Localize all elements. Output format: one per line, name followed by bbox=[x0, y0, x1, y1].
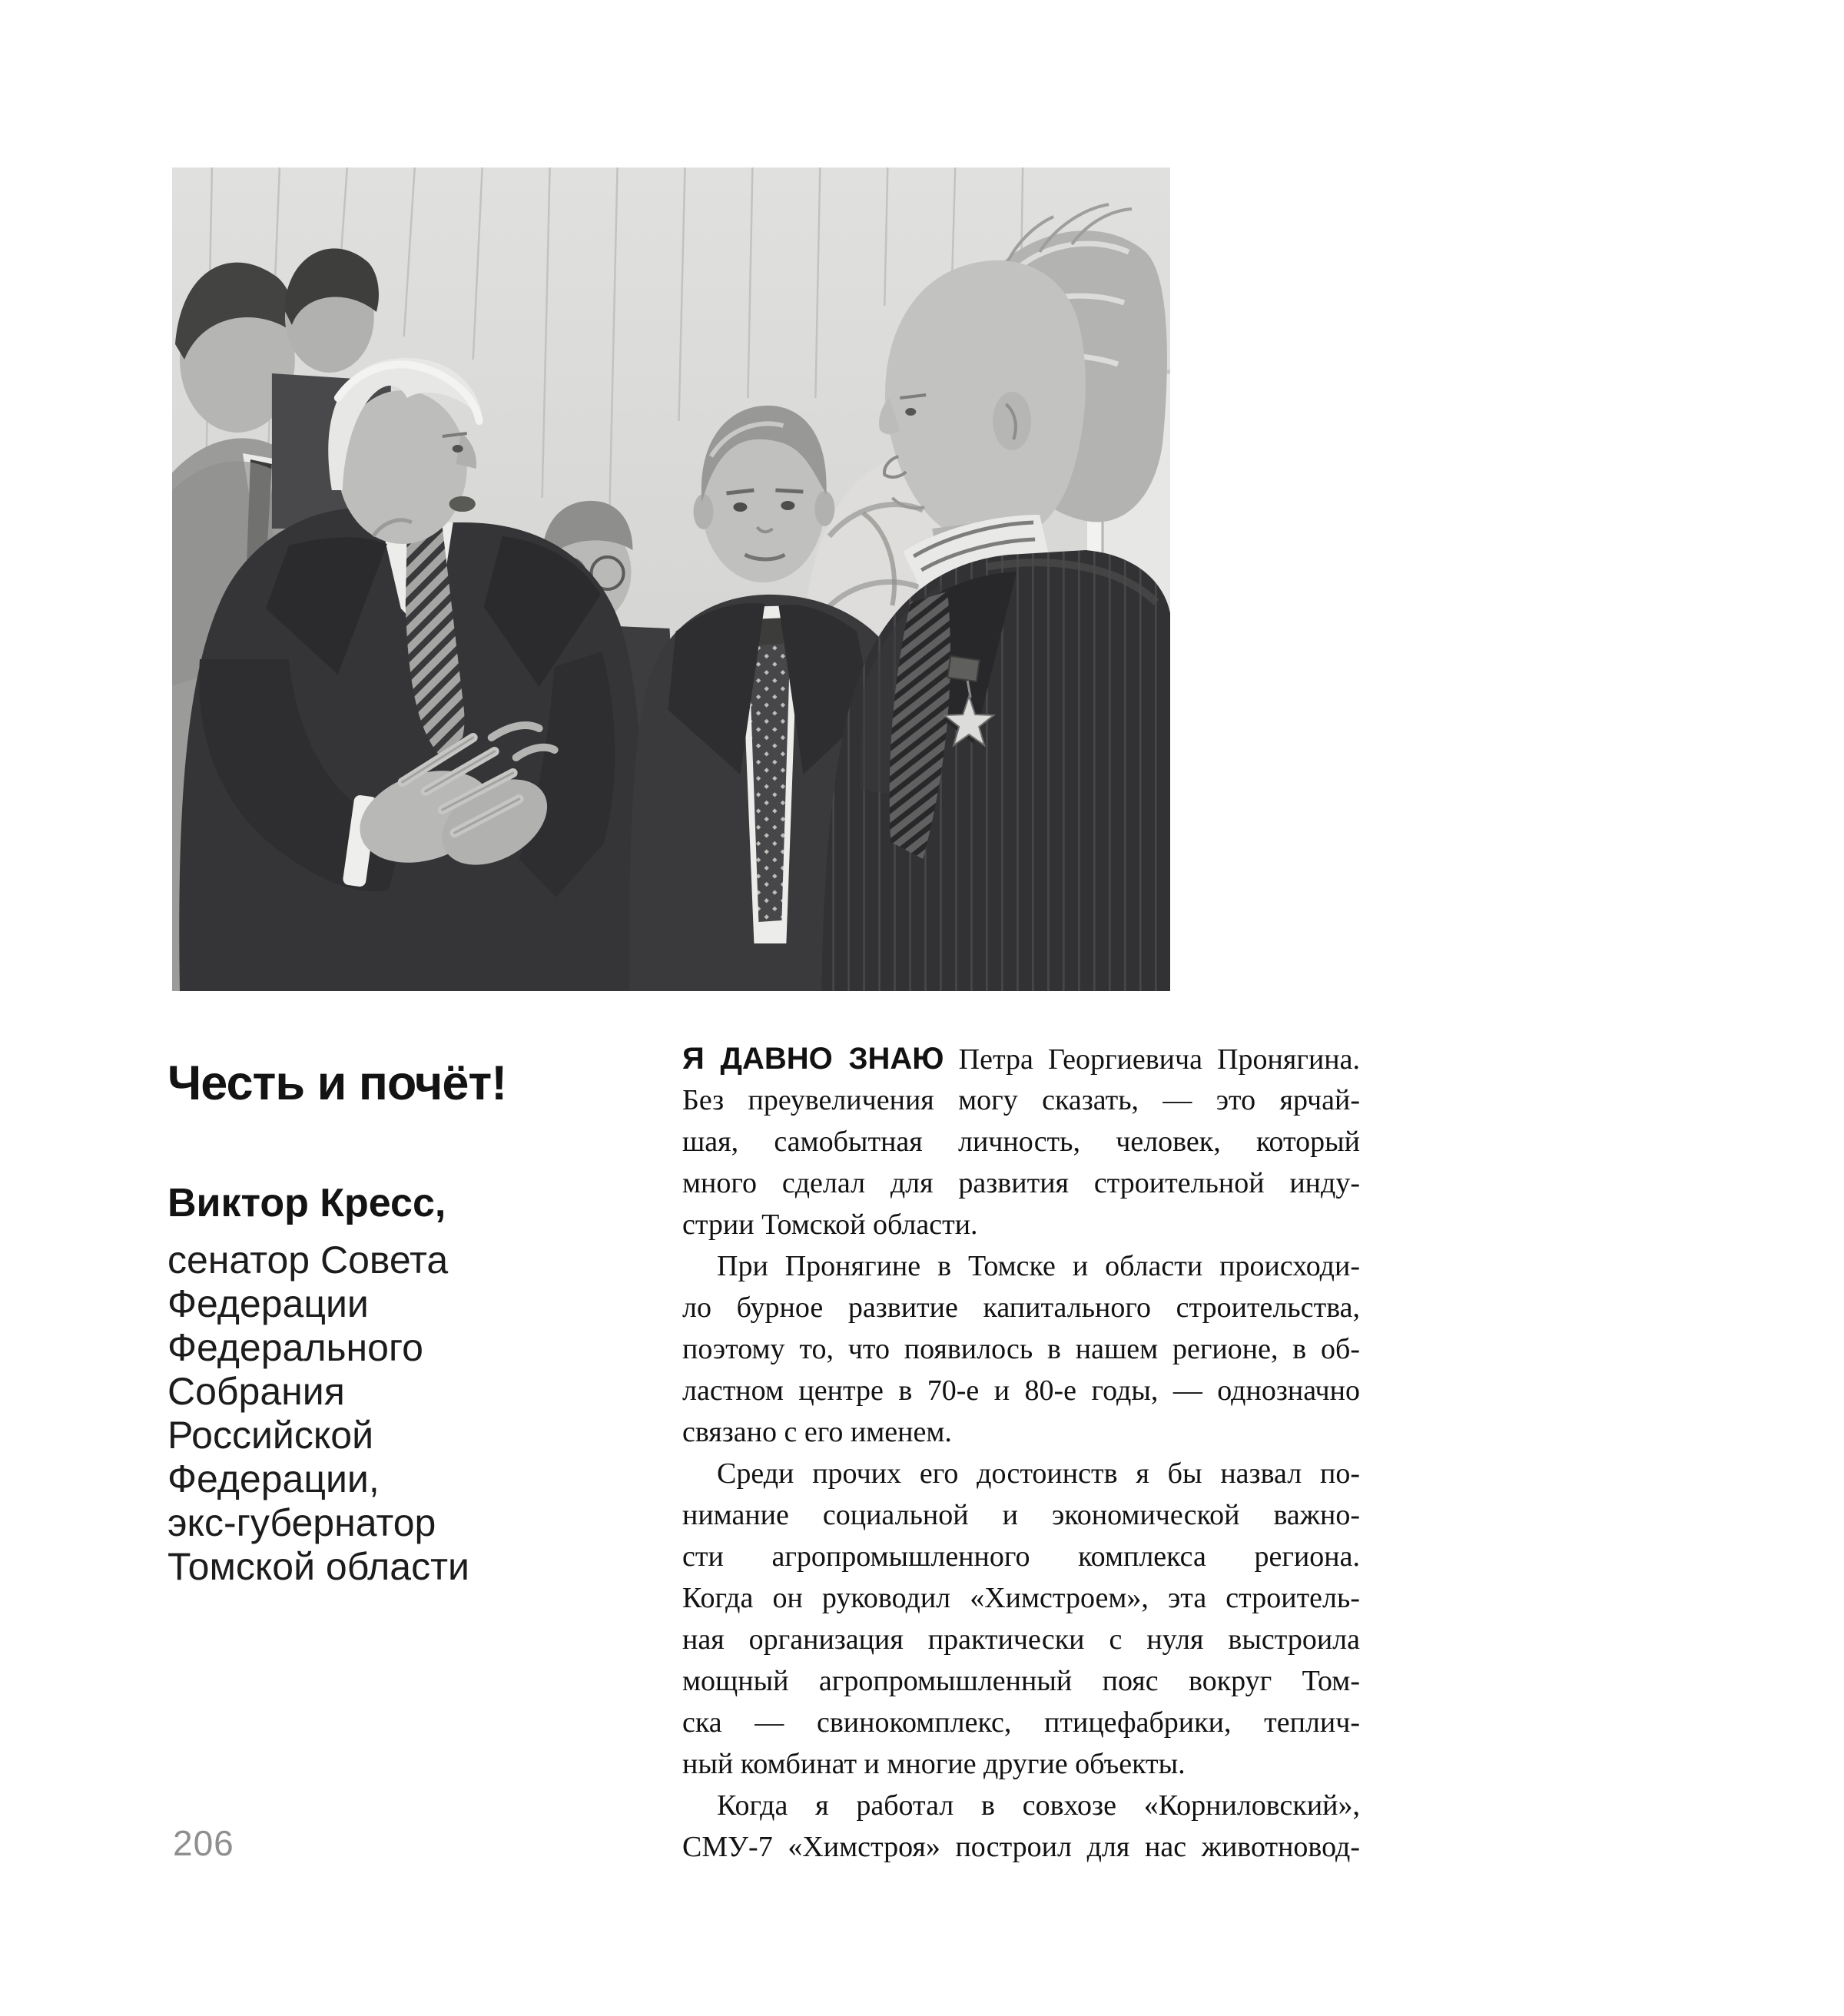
author-role-line: сенатор Совета bbox=[167, 1238, 449, 1282]
body-line: СМУ-7 «Химстроя» построил для нас животновод- bbox=[682, 1831, 1360, 1863]
author-role-line: экс-губернатор bbox=[167, 1501, 436, 1544]
body-line: сти агропромышленного комплекса региона. bbox=[682, 1540, 1360, 1573]
body-line: ластном центре в 70-е и 80-е годы, — однозначно bbox=[682, 1374, 1360, 1407]
body-line: ло бурное развитие капитального строительства, bbox=[682, 1292, 1360, 1324]
lead-in: Я ДАВНО ЗНАЮ bbox=[682, 1042, 944, 1076]
body-line: нимание социальной и экономической важно- bbox=[682, 1499, 1360, 1531]
author-role-line: Федерального bbox=[167, 1326, 423, 1369]
body-line: Среди прочих его достоинств я бы назвал по- bbox=[717, 1457, 1360, 1490]
group-photo-illustration bbox=[172, 167, 1170, 991]
body-line: Без преувеличения могу сказать, — это ярчай- bbox=[682, 1084, 1360, 1116]
article-body bbox=[682, 1038, 1360, 1868]
body-line: мощный агропромышленный пояс вокруг Том- bbox=[682, 1665, 1360, 1697]
body-line: Когда я работал в совхозе «Корниловский», bbox=[717, 1789, 1360, 1822]
group-photo bbox=[172, 167, 1170, 991]
body-line bbox=[682, 1038, 1360, 1079]
body-line: ная организация практически с нуля выстроила bbox=[682, 1623, 1360, 1656]
body-line: много сделал для развития строительной инду- bbox=[682, 1167, 1360, 1199]
author-role bbox=[167, 1238, 675, 1589]
author-role-line: Собрания bbox=[167, 1370, 345, 1413]
chapter-title: Честь и почёт! bbox=[167, 1056, 507, 1111]
body-line: Когда он руководил «Химстроем», эта строитель- bbox=[682, 1582, 1360, 1614]
author-role-line: Федерации, bbox=[167, 1457, 380, 1500]
body-line: стрии Томской области. bbox=[682, 1209, 978, 1241]
author-name: Виктор Кресс, bbox=[167, 1181, 446, 1225]
author-role-line: Федерации bbox=[167, 1282, 369, 1325]
body-line: поэтому то, что появилось в нашем регионе, в об- bbox=[682, 1333, 1360, 1365]
body-line: шая, самобытная личность, человек, который bbox=[682, 1126, 1360, 1158]
body-line: связано с его именем. bbox=[682, 1416, 952, 1448]
body-line-text: Петра Георгиевича Пронягина. bbox=[958, 1043, 1360, 1076]
author-role-line: Российской bbox=[167, 1414, 373, 1457]
body-line: ный комбинат и многие другие объекты. bbox=[682, 1748, 1186, 1780]
author-role-line: Томской области bbox=[167, 1545, 469, 1588]
body-line: При Пронягине в Томске и области происходи- bbox=[717, 1250, 1360, 1282]
page-number: 206 bbox=[173, 1823, 234, 1863]
body-line: ска — свинокомплекс, птицефабрики, теплич- bbox=[682, 1706, 1360, 1739]
